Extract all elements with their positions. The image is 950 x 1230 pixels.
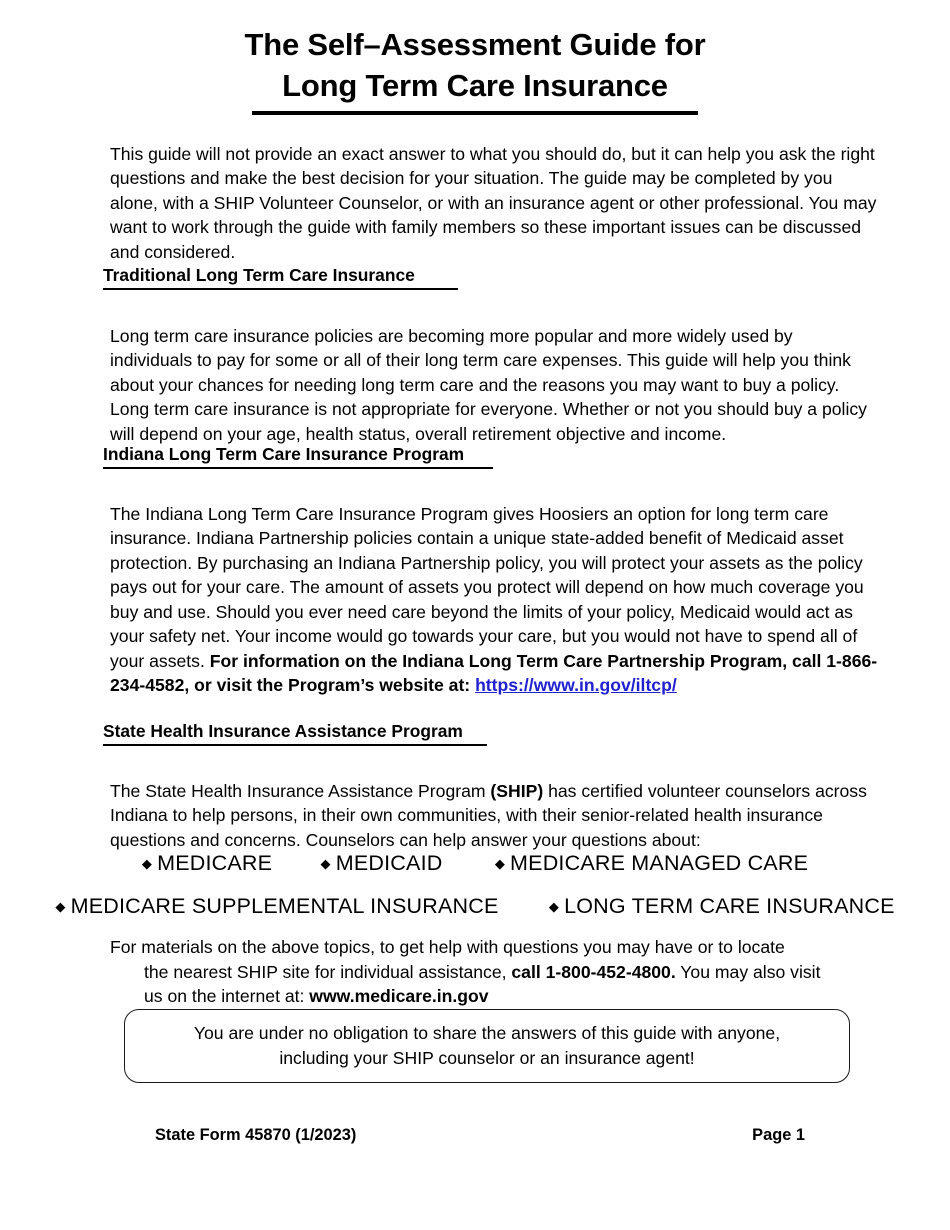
section-heading-indiana: Indiana Long Term Care Insurance Program	[103, 443, 493, 469]
topic-medicare-managed-care	[495, 850, 808, 877]
footer-form-number: State Form 45870 (1/2023)	[155, 1126, 357, 1144]
diamond-bullet-icon: ◆	[55, 899, 66, 914]
page-title-line-1: The Self–Assessment Guide for	[244, 27, 706, 62]
materials-line-2-text-1: the nearest SHIP site for individual assistance,	[144, 961, 512, 982]
page-footer	[155, 1126, 805, 1145]
section-heading-ship: State Health Insurance Assistance Program	[103, 720, 487, 746]
iltcp-website-link[interactable]: https://www.in.gov/iltcp/	[475, 675, 677, 696]
callout-line-2: including your SHIP counselor or an insurance agent!	[279, 1048, 695, 1068]
topic-medicare	[142, 850, 272, 877]
ship-acronym: (SHIP)	[490, 780, 544, 801]
title-underline-rule	[252, 111, 698, 115]
indiana-paragraph-text: The Indiana Long Term Care Insurance Program gives Hoosiers an option for long term care insurance. Indiana Partnership policies contain a unique state-added benefit of Medicaid asset protection. By purchasing an Indiana Partnership policy, you will protect your assets as the policy pays out for your care. The amount of assets you protect will depend on how much coverage you buy and use. Should you ever need care beyond the limits of your policy, Medicaid would act as your safety net. Your income would go towards your care, but you would not have to spend all of your assets.	[110, 503, 864, 671]
callout-line-1: You are under no obligation to share the answers of this guide with anyone,	[193, 1023, 781, 1043]
diamond-bullet-icon: ◆	[141, 856, 153, 871]
indiana-paragraph	[110, 502, 878, 698]
topic-long-term-care-insurance	[549, 893, 895, 920]
page-title	[0, 0, 950, 106]
medicare-website-text: www.medicare.in.gov	[309, 986, 489, 1006]
materials-line-2-text-2: You may also visit	[675, 961, 821, 982]
topic-medicare-label: MEDICARE	[157, 851, 273, 875]
obligation-callout-box	[124, 1009, 850, 1083]
diamond-bullet-icon: ◆	[494, 856, 506, 871]
materials-paragraph	[110, 935, 882, 1009]
traditional-paragraph: Long term care insurance policies are becoming more popular and more widely used by individuals to pay for some or all of their long term care expenses. This guide will help you think about your chances for needing long term care and the reasons you may want to buy a policy. Long term care insurance is not appropriate for everyone. Whether or not you should buy a policy will depend on your age, health status, overall retirement objective and income.	[110, 325, 867, 444]
topic-medicaid	[321, 850, 443, 877]
ship-paragraph-text-2: has certified volunteer counselors across Indiana to help persons, in their own communities, with their senior-related health insurance questions and concerns. Counselors can help answer your questions about:	[110, 780, 867, 850]
ship-paragraph	[110, 779, 878, 853]
topic-medicare-supplemental-insurance-label: MEDICARE SUPPLEMENTAL INSURANCE	[70, 894, 499, 918]
footer-page-number: Page 1	[752, 1126, 805, 1144]
indiana-paragraph-emphasis: For information on the Indiana Long Term Care Partnership Program, call 1-866-234-4582, or visit the Program’s website at:	[110, 650, 878, 696]
topic-medicaid-label: MEDICAID	[335, 851, 443, 875]
topic-long-term-care-insurance-label: LONG TERM CARE INSURANCE	[564, 894, 895, 918]
diamond-bullet-icon: ◆	[548, 899, 560, 914]
topic-medicare-managed-care-label: MEDICARE MANAGED CARE	[510, 851, 809, 875]
materials-line-3-text-1: us on the internet at:	[144, 986, 310, 1006]
materials-line-3	[110, 984, 882, 1009]
diamond-bullet-icon: ◆	[320, 856, 331, 871]
ship-phone-number: call 1-800-452-4800.	[511, 961, 676, 982]
topic-row-1	[0, 850, 950, 877]
topic-medicare-supplemental-insurance	[55, 893, 498, 920]
materials-line-2	[110, 960, 882, 985]
intro-paragraph: This guide will not provide an exact answer to what you should do, but it can help you ask the right questions and make the best decision for your situation. The guide may be completed by you alone, with a SHIP Volunteer Counselor, or with an insurance agent or other professional. You may want to work through the guide with family members so these important issues can be discussed and considered.	[110, 143, 877, 262]
page-title-line-2: Long Term Care Insurance	[282, 68, 668, 103]
materials-line-1: For materials on the above topics, to get help with questions you may have or to locate	[110, 937, 785, 957]
ship-paragraph-text-1: The State Health Insurance Assistance Program	[110, 780, 491, 801]
topic-row-2	[0, 893, 950, 920]
section-heading-traditional: Traditional Long Term Care Insurance	[103, 264, 458, 290]
